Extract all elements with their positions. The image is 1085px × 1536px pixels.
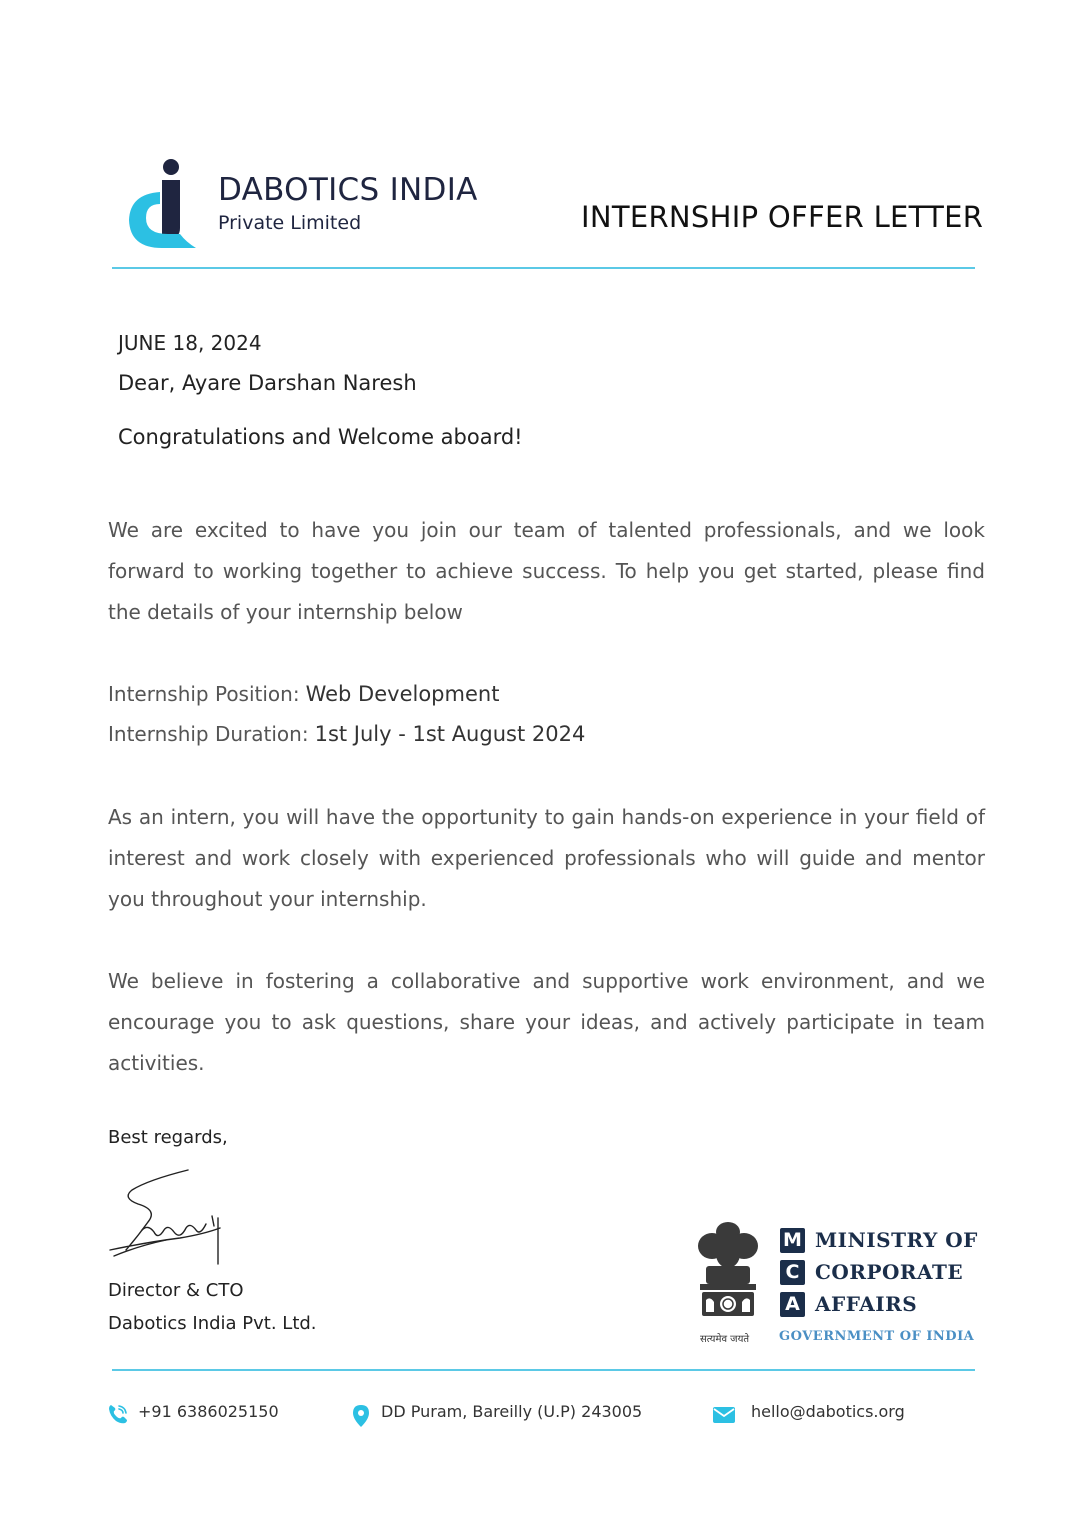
mca-word-corporate: CORPORATE [815,1260,964,1284]
paragraph-opportunity: As an intern, you will have the opportunity to gain hands-on experience in your field of interest and work closely with experienced professionals who will guide and mentor you throughout your internship. [108,805,985,911]
company-logo [124,158,200,254]
mca-letter-m: M [780,1228,805,1253]
email-icon [712,1406,736,1428]
duration-label: Internship Duration: [108,722,309,746]
signatory-company: Dabotics India Pvt. Ltd. [108,1313,317,1334]
duration-row [108,722,585,746]
mca-word-ministry: MINISTRY OF [815,1228,978,1252]
location-pin-icon [352,1404,370,1432]
footer-address: DD Puram, Bareilly (U.P) 243005 [381,1402,643,1421]
letter-date: JUNE 18, 2024 [118,331,262,355]
footer-divider [112,1369,975,1371]
signature [108,1166,232,1272]
position-value: Web Development [305,682,500,706]
letter-greeting: Dear, Ayare Darshan Naresh [118,371,417,395]
mca-word-affairs: AFFAIRS [815,1292,918,1316]
document-title: INTERNSHIP OFFER LETTER [581,200,984,234]
duration-value: 1st July - 1st August 2024 [314,722,586,746]
welcome-line: Congratulations and Welcome aboard! [118,425,523,449]
logo-stem [162,180,180,238]
position-row [108,682,499,706]
mca-letter-a: A [780,1292,805,1317]
national-emblem [692,1216,764,1330]
company-subtitle: Private Limited [218,212,362,234]
paragraph-environment: We believe in fostering a collaborative and supportive work environment, and we encourage you to ask questions, share your ideas, and actively participate in team activities. [108,969,985,1075]
logo-dot [163,159,179,175]
paragraph-intro: We are excited to have you join our team of talented professionals, and we look forward to working together to achieve success. To help you get started, please find the details of your internship below [108,518,985,624]
phone-icon [106,1402,130,1430]
company-name: DABOTICS INDIA [218,172,478,208]
signatory-title: Director & CTO [108,1280,244,1301]
footer-email: hello@dabotics.org [751,1402,905,1421]
position-label: Internship Position: [108,682,300,706]
footer-phone: +91 6386025150 [138,1402,279,1421]
closing: Best regards, [108,1127,228,1148]
mca-government: GOVERNMENT OF INDIA [779,1329,975,1344]
mca-letter-c: C [780,1260,805,1285]
emblem-motto: सत्यमेव जयते [700,1334,750,1345]
header-divider [112,267,975,269]
